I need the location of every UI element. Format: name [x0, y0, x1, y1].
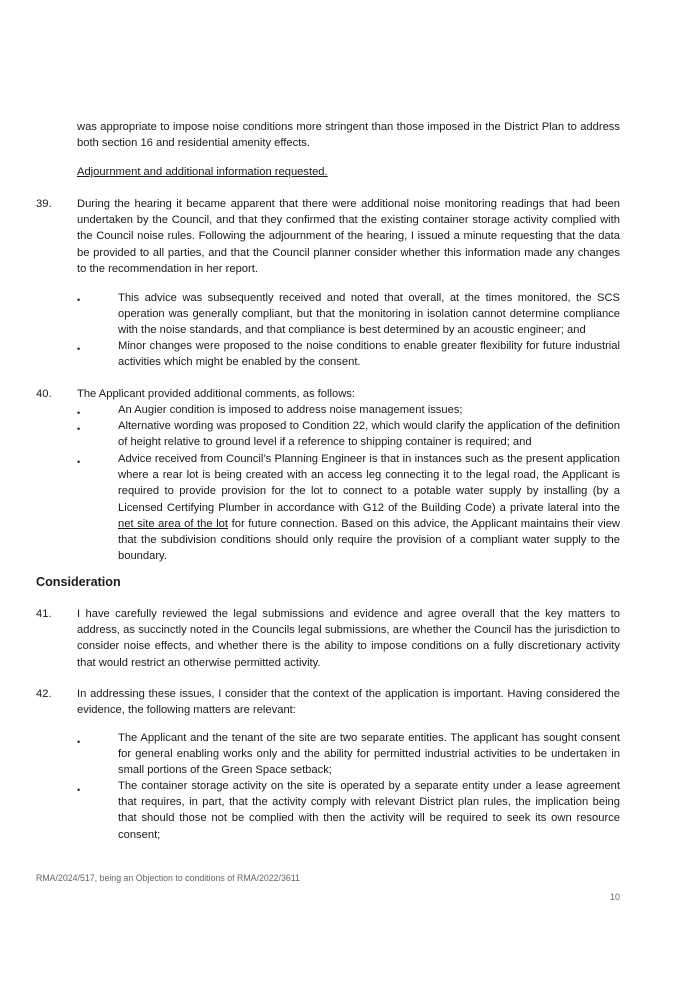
paragraph-40-text: The Applicant provided additional comments, as follows: — [77, 388, 355, 400]
bullet-marker: • — [77, 457, 81, 467]
paragraph-40-bullet-2: Alternative wording was proposed to Condition 22, which would clarify the application of the definition of height relative to ground level if a reference to shipping container is required; and — [118, 420, 620, 449]
paragraph-42-number: 42. — [36, 688, 52, 700]
paragraph-41-text: I have carefully reviewed the legal submissions and evidence and agree overall that the key matters to address, as succinctly noted in the Councils legal submissions, are whether the Council has the jurisdiction to consider noise effects, and whether there is the ability to impose conditions on a fully discretionary activity that would restrict an otherwise permitted activity. — [77, 608, 620, 669]
paragraph-39-number: 39. — [36, 198, 52, 210]
paragraph-42-text: In addressing these issues, I consider that the context of the application is important. Having considered the evidence, the following matters are relevant: — [77, 688, 620, 717]
intro-continuation: was appropriate to impose noise conditions more stringent than those imposed in the District Plan to address both section 16 and residential amenity effects. — [77, 121, 620, 150]
bullet-marker: • — [77, 408, 81, 418]
paragraph-39-bullet-2: Minor changes were proposed to the noise conditions to enable greater flexibility for future industrial activities which might be enabled by the consent. — [118, 340, 620, 369]
page-footer: RMA/2024/517, being an Objection to conditions of RMA/2022/3611 — [36, 873, 300, 883]
subheading-adjournment: Adjournment and additional information requested. — [77, 166, 328, 178]
paragraph-39-text: During the hearing it became apparent that there were additional noise monitoring readings that had been undertaken by the Council, and that they confirmed that the existing container storage activity complied with the Council noise rules. Following the adjournment of the hearing, I issued a minute requesting that the data be provided to all parties, and that the Council planner consider whether this information made any changes to the recommendation in her report. — [77, 198, 620, 275]
paragraph-42-bullet-2: The container storage activity on the site is operated by a separate entity under a lease agreement that requires, in part, that the activity comply with relevant District plan rules, the implication being that should those not be complied with then the activity will be required to seek its own resource consent; — [118, 780, 620, 841]
bullet-marker: • — [77, 295, 81, 305]
paragraph-42-bullet-1: The Applicant and the tenant of the site are two separate entities. The applicant has sought consent for general enabling works only and the ability for permitted industrial activities to be undertaken in small portions of the Green Space setback; — [118, 732, 620, 777]
paragraph-40-number: 40. — [36, 388, 52, 400]
net-site-area-underlined: net site area of the lot — [118, 517, 229, 530]
bullet-marker: • — [77, 344, 81, 354]
bullet-3-text-start: Advice received from Council’s Planning Engineer is that in instances such as the present application where a rear lot is being created with an access leg connecting it to the legal road, the Applicant is required to provide provision for the lot to connect to a potable water supply by installing (by a Licensed Certifying Plumber in accordance with G12 of the Building Code) a private lateral into the — [118, 453, 620, 514]
bullet-3-text-end: for future connection. Based on this advice, the Applicant maintains their view that the subdivision conditions should only require the provision of a compliant water supply to the boundary. — [118, 517, 621, 563]
paragraph-39-bullet-1: This advice was subsequently received and noted that overall, at the times monitored, the SCS operation was generally compliant, but that the monitoring in isolation cannot determine compliance with the noise standards, and that compliance is best determined by an acoustic engineer; and — [118, 292, 620, 337]
bullet-marker: • — [77, 785, 81, 795]
bullet-marker: • — [77, 737, 81, 747]
page-number: 10 — [610, 892, 621, 902]
paragraph-41-number: 41. — [36, 608, 52, 620]
consideration-heading: Consideration — [36, 575, 121, 589]
bullet-marker: • — [77, 424, 81, 434]
paragraph-40-bullet-3 — [118, 451, 620, 564]
paragraph-40-bullet-1: An Augier condition is imposed to address noise management issues; — [118, 404, 463, 416]
